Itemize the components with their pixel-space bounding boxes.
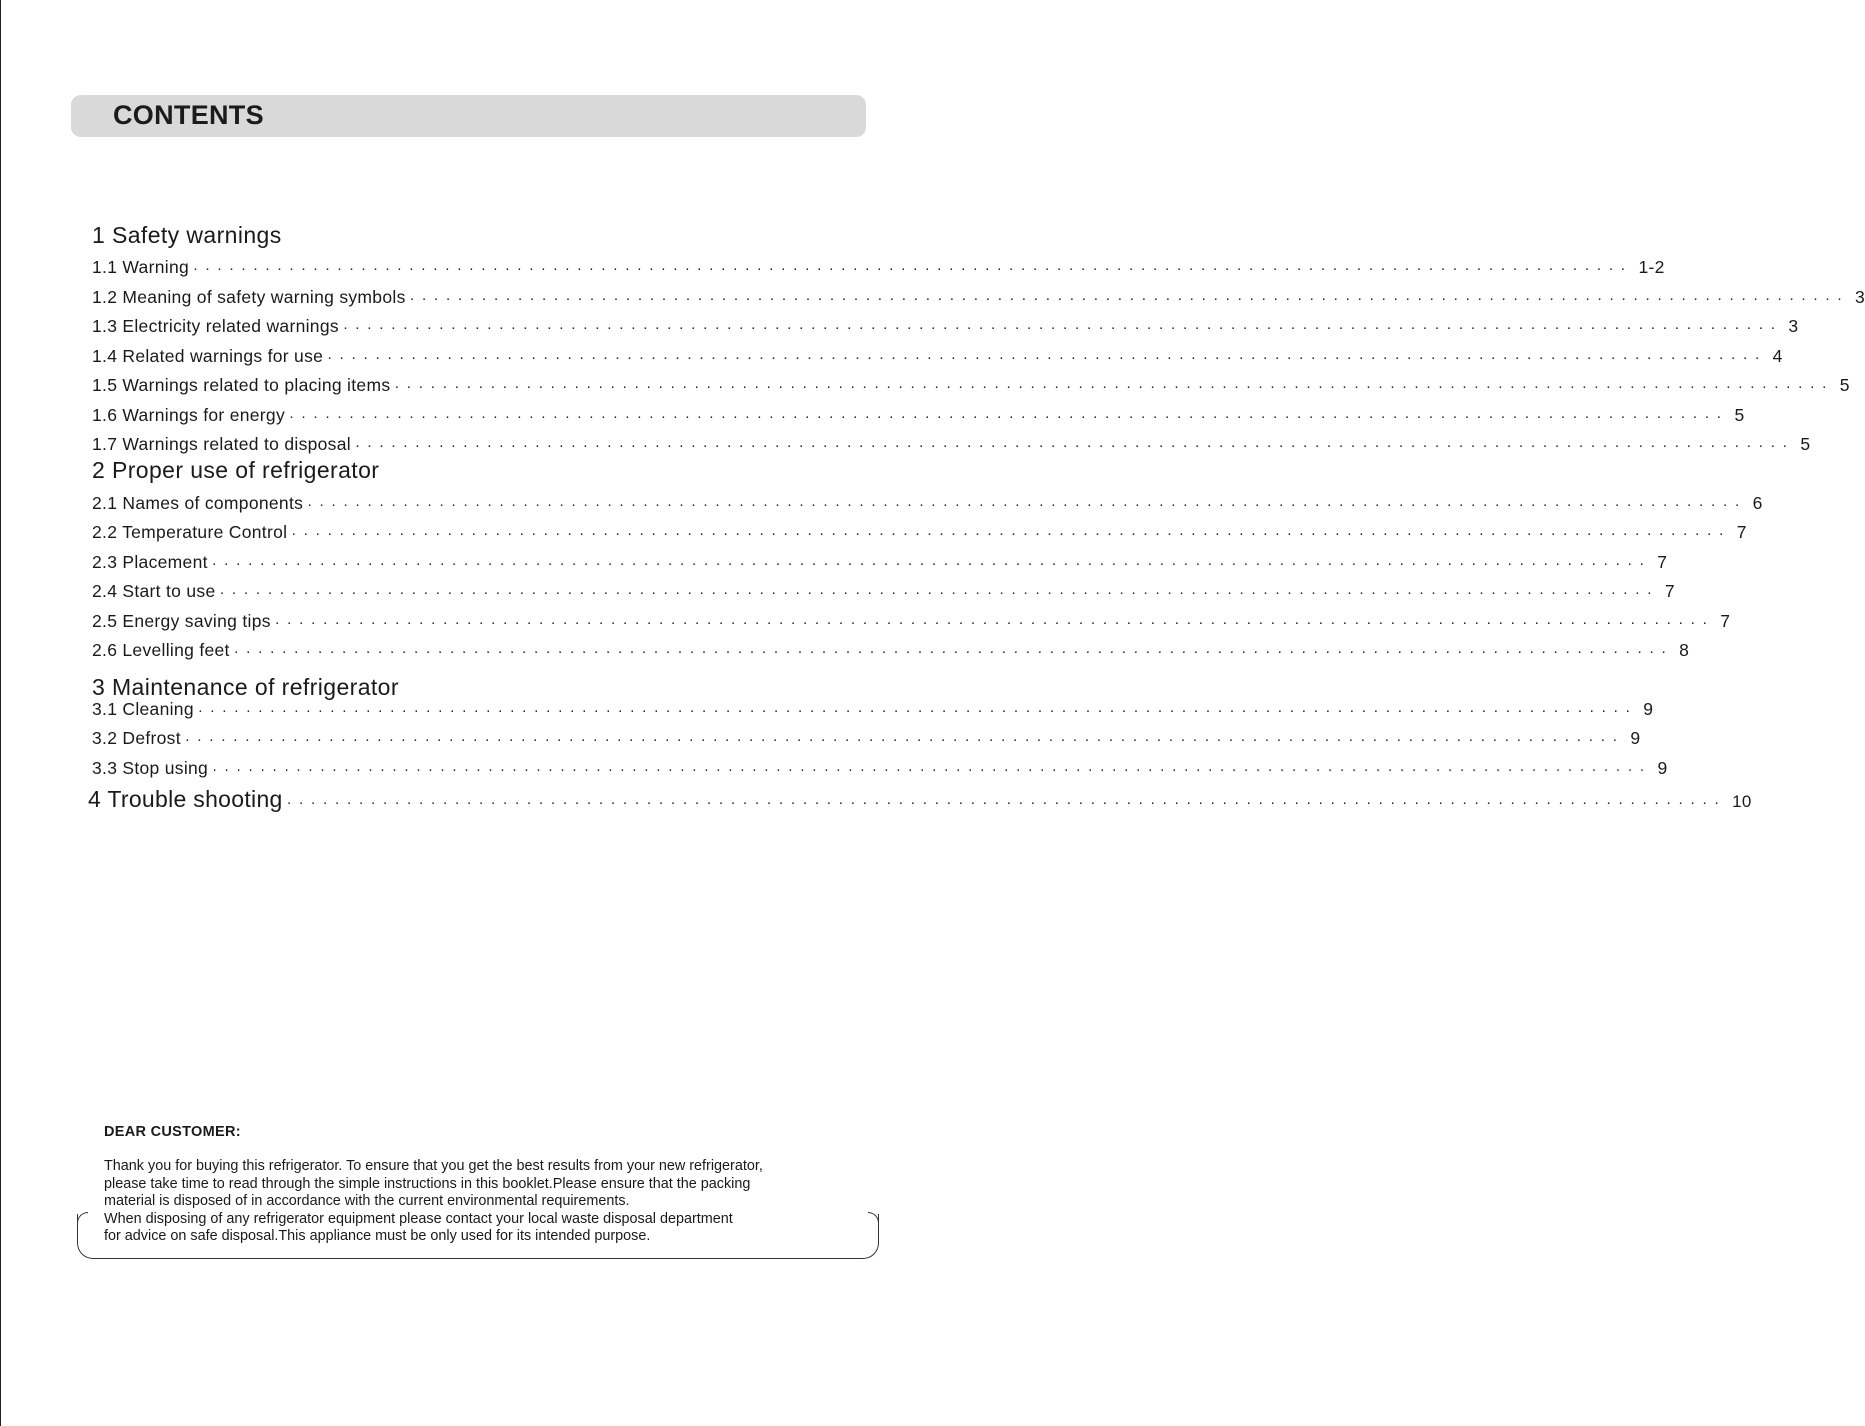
toc-entry[interactable] xyxy=(92,493,1763,517)
toc-entry-label: 2.6 Levelling feet xyxy=(92,640,230,660)
text-line: please take time to read through the simple instructions in this booklet.Please ensure that the packing xyxy=(104,1175,751,1192)
leader-dots: ························································································································ xyxy=(286,794,1727,811)
toc-entry-label: 2.1 Names of components xyxy=(92,493,304,513)
toc-entry-page: 9 xyxy=(1630,728,1641,748)
toc-entry-page: 5 xyxy=(1734,405,1745,425)
leader-dots: ························································································································ xyxy=(211,555,1652,572)
toc-entry-label: 1.5 Warnings related to placing items xyxy=(92,375,391,395)
toc-entry-page: 8 xyxy=(1679,640,1690,660)
leader-dots: ························································································································ xyxy=(327,349,1767,366)
toc-entry[interactable] xyxy=(92,316,1799,340)
toc-entry-page: 9 xyxy=(1643,699,1654,719)
page-title: CONTENTS xyxy=(113,100,264,130)
toc-entry-page: 3 xyxy=(1788,316,1799,336)
toc-entry-page: 1-2 xyxy=(1638,257,1665,277)
toc-entry-page: 7 xyxy=(1720,611,1731,631)
section-heading: 1 Safety warnings xyxy=(92,222,282,248)
toc-entry[interactable] xyxy=(92,375,1850,399)
leader-dots: ························································································································ xyxy=(307,496,1747,513)
toc-entry-trouble-shooting[interactable] xyxy=(88,786,1752,816)
toc-entry[interactable] xyxy=(92,287,1865,311)
section-heading: 2 Proper use of refrigerator xyxy=(92,457,380,483)
contents-header xyxy=(71,95,866,137)
toc-entry-label: 2.5 Energy saving tips xyxy=(92,611,271,631)
leader-dots: ························································································································ xyxy=(289,408,1729,425)
toc-entry-label: 1.2 Meaning of safety warning symbols xyxy=(92,287,406,307)
toc-entry-label: 1.6 Warnings for energy xyxy=(92,405,286,425)
toc-entry[interactable] xyxy=(92,346,1783,370)
toc-entry[interactable] xyxy=(92,552,1668,576)
leader-dots: ························································································································ xyxy=(219,584,1659,601)
toc-entry[interactable] xyxy=(92,611,1731,635)
leader-dots: ························································································································ xyxy=(409,290,1850,307)
text-line: material is disposed of in accordance with the current environmental requirements. xyxy=(104,1193,630,1209)
toc-entry-page: 6 xyxy=(1752,493,1763,513)
leader-dots: ························································································································ xyxy=(197,702,1638,719)
toc-entry-page: 7 xyxy=(1736,522,1747,542)
dear-customer-title: DEAR CUSTOMER: xyxy=(104,1124,241,1140)
toc-entry-page: 10 xyxy=(1732,792,1752,811)
text-line: Thank you for buying this refrigerator. To ensure that you get the best results from your new refrigerator, xyxy=(104,1158,763,1174)
section-heading: 3 Maintenance of refrigerator xyxy=(92,674,399,700)
toc-entry-label: 2.2 Temperature Control xyxy=(92,522,288,542)
toc-entry-label: 2.3 Placement xyxy=(92,552,208,572)
toc-entry-label: 2.4 Start to use xyxy=(92,581,216,601)
toc-entry-label: 3.1 Cleaning xyxy=(92,699,194,719)
toc-entry-label: 3.3 Stop using xyxy=(92,758,209,778)
leader-dots: ························································································································ xyxy=(233,643,1674,660)
toc-entry[interactable] xyxy=(92,257,1665,281)
toc-entry-label: 3.2 Defrost xyxy=(92,728,181,748)
toc-entry[interactable] xyxy=(92,640,1690,664)
leader-dots: ························································································································ xyxy=(394,378,1834,395)
toc-entry-page: 9 xyxy=(1657,758,1668,778)
leader-dots: ························································································································ xyxy=(354,437,1795,454)
toc-entry-page: 3 xyxy=(1855,287,1865,307)
leader-dots: ························································································································ xyxy=(274,614,1715,631)
leader-dots: ························································································································ xyxy=(193,260,1633,277)
toc-entry[interactable] xyxy=(92,728,1641,752)
toc-entry-page: 7 xyxy=(1657,552,1668,572)
toc-entry[interactable] xyxy=(92,522,1747,546)
toc-entry[interactable] xyxy=(92,699,1654,723)
text-line: When disposing of any refrigerator equipment please contact your local waste disposal department xyxy=(104,1210,733,1227)
toc-entry-label: 1.4 Related warnings for use xyxy=(92,346,324,366)
toc-entry[interactable] xyxy=(92,434,1811,458)
toc-entry-label: 1.7 Warnings related to disposal xyxy=(92,434,351,454)
toc-entry-label: 1.3 Electricity related warnings xyxy=(92,316,339,336)
toc-entry-label: 1.1 Warning xyxy=(92,257,190,277)
leader-dots: ························································································································ xyxy=(291,525,1731,542)
toc-entry[interactable] xyxy=(92,758,1668,782)
toc-entry[interactable] xyxy=(92,581,1675,605)
toc-entry-page: 5 xyxy=(1839,375,1850,395)
leader-dots: ························································································································ xyxy=(342,319,1783,336)
leader-dots: ························································································································ xyxy=(184,731,1625,748)
leader-dots: ························································································································ xyxy=(212,761,1652,778)
toc-entry-page: 5 xyxy=(1800,434,1811,454)
toc-entry-page: 4 xyxy=(1772,346,1783,366)
note-bracket-frame xyxy=(77,1214,879,1259)
toc-entry-page: 7 xyxy=(1664,581,1675,601)
text-line: for advice on safe disposal.This appliance must be only used for its intended purpose. xyxy=(104,1228,651,1244)
page-edge xyxy=(0,0,1,1426)
section-heading: 4 Trouble shooting xyxy=(88,786,283,812)
toc-entry[interactable] xyxy=(92,405,1745,429)
